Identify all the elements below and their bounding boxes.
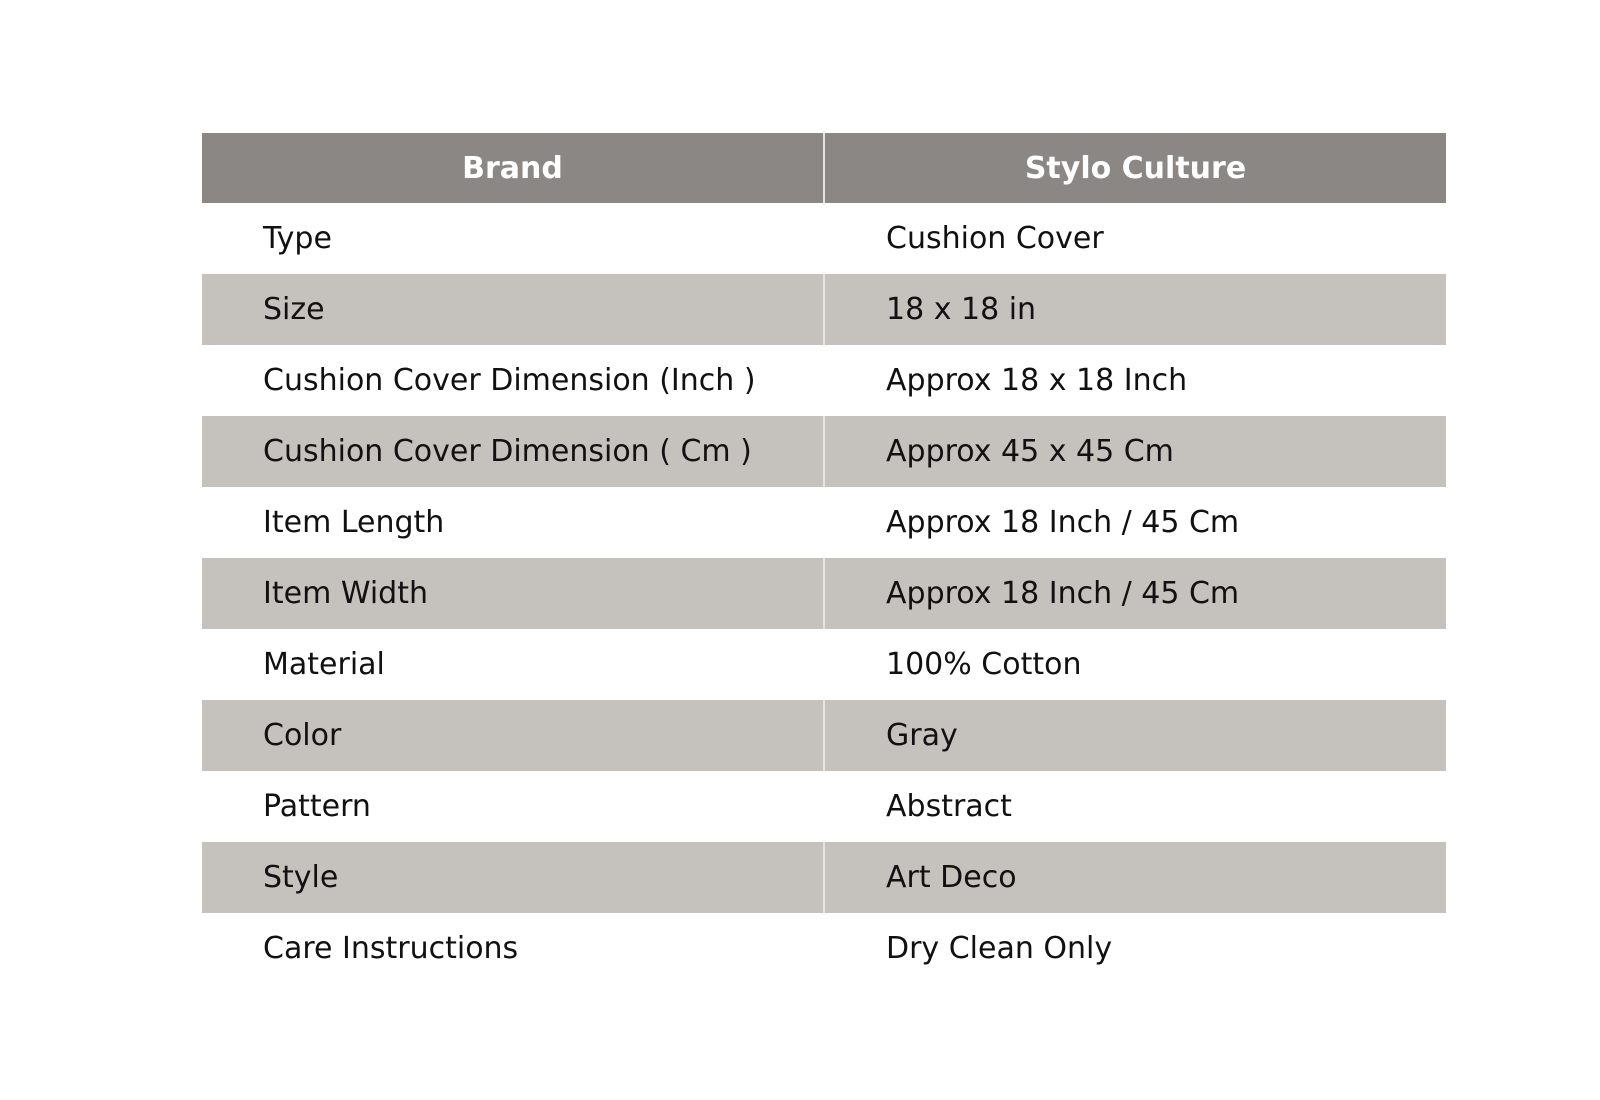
table-row-care-instructions	[202, 913, 1446, 984]
row-value: Abstract	[824, 771, 1446, 842]
table-row-item-width	[202, 558, 1446, 629]
table-header-row	[202, 133, 1446, 203]
header-cell-brand-value: Stylo Culture	[824, 133, 1446, 203]
table-row-pattern	[202, 771, 1446, 842]
row-label: Style	[202, 842, 824, 913]
row-value: Approx 45 x 45 Cm	[824, 416, 1446, 487]
row-label: Cushion Cover Dimension ( Cm )	[202, 416, 824, 487]
row-label: Cushion Cover Dimension (Inch )	[202, 345, 824, 416]
row-label: Item Width	[202, 558, 824, 629]
row-value: Approx 18 Inch / 45 Cm	[824, 558, 1446, 629]
table-row-size	[202, 274, 1446, 345]
row-label: Material	[202, 629, 824, 700]
table-row-material	[202, 629, 1446, 700]
table-row-dimension-cm	[202, 416, 1446, 487]
row-label: Type	[202, 203, 824, 274]
table-header	[202, 133, 1446, 203]
row-value: Gray	[824, 700, 1446, 771]
row-value: Approx 18 x 18 Inch	[824, 345, 1446, 416]
row-value: 18 x 18 in	[824, 274, 1446, 345]
table-row-type	[202, 203, 1446, 274]
row-value: Art Deco	[824, 842, 1446, 913]
row-value: Cushion Cover	[824, 203, 1446, 274]
header-cell-brand: Brand	[202, 133, 824, 203]
table-body	[202, 203, 1446, 984]
product-spec-table	[202, 133, 1446, 984]
table-row-item-length	[202, 487, 1446, 558]
table-row-color	[202, 700, 1446, 771]
table-row-style	[202, 842, 1446, 913]
row-label: Pattern	[202, 771, 824, 842]
row-value: 100% Cotton	[824, 629, 1446, 700]
row-value: Approx 18 Inch / 45 Cm	[824, 487, 1446, 558]
row-label: Item Length	[202, 487, 824, 558]
row-label: Care Instructions	[202, 913, 824, 984]
row-label: Size	[202, 274, 824, 345]
row-value: Dry Clean Only	[824, 913, 1446, 984]
table-row-dimension-inch	[202, 345, 1446, 416]
row-label: Color	[202, 700, 824, 771]
